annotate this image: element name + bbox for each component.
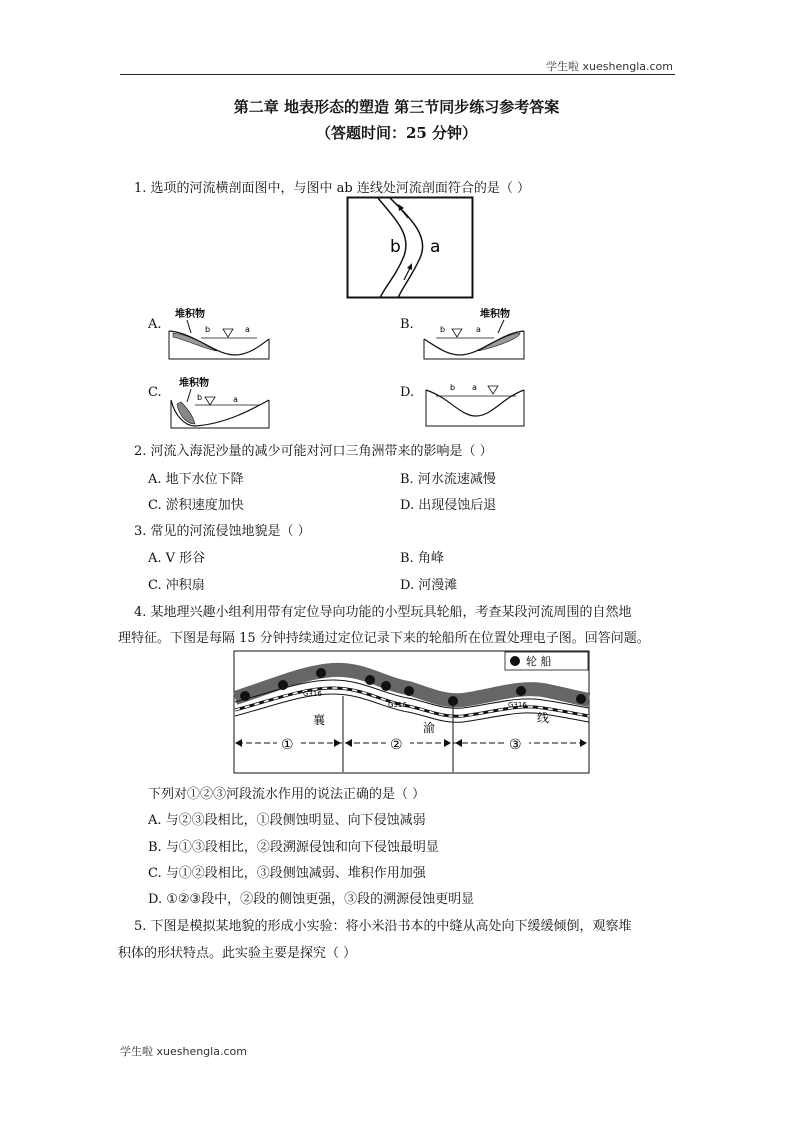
q4-river-figure: [233, 650, 591, 774]
option-a-label-a: a: [245, 325, 250, 334]
option-b-label-b: b: [440, 325, 446, 334]
q2-option-c: C. 淤积速度加快: [148, 498, 244, 513]
railway-label-2: 渝: [423, 721, 436, 735]
q2-stem: 2. 河流入海泥沙量的减少可能对河口三角洲带来的影响是（ ）: [134, 444, 493, 459]
q5-line2: 积体的形状特点。此实验主要是探究（ ）: [118, 946, 357, 961]
q3-option-b: B. 角峰: [400, 551, 444, 566]
ship-position: [448, 696, 458, 706]
segment-label-2: ②: [390, 737, 403, 753]
option-b-label-a: a: [476, 325, 481, 334]
q1-option-d-profile: [420, 374, 530, 432]
ship-position: [381, 681, 391, 691]
ship-position: [365, 675, 375, 685]
ship-position: [516, 686, 526, 696]
ship-position: [278, 680, 288, 690]
page-title: 第二章 地表形态的塑造 第三节同步练习参考答案: [233, 98, 560, 116]
road-label-3: G316: [508, 701, 527, 709]
option-d-label-a: a: [472, 383, 477, 392]
ship-position: [576, 694, 586, 704]
ship-position: [316, 668, 326, 678]
q3-option-a: A. V 形谷: [148, 551, 206, 566]
option-a-label-b: b: [205, 325, 211, 334]
footer-site: 学生啦 xueshengla.com: [120, 1045, 247, 1058]
q1-stem: 1. 选项的河流横剖面图中，与图中 ab 连线处河流剖面符合的是（ ）: [134, 181, 531, 196]
q1-option-c-letter: C.: [148, 385, 162, 400]
header-site: 学生啦 xueshengla.com: [546, 60, 673, 73]
page-subtitle: （答题时间：25 分钟）: [315, 124, 478, 142]
segment-label-3: ③: [509, 737, 522, 753]
q3-option-d: D. 河漫滩: [400, 578, 458, 593]
q1-map-label-a: a: [430, 237, 441, 257]
q1-option-b-letter: B.: [400, 317, 414, 332]
q4-option-b: B. 与①③段相比，②段溯源侵蚀和向下侵蚀最明显: [148, 840, 439, 855]
option-d-label-b: b: [450, 383, 456, 392]
option-a-deposit-label: 堆积物: [175, 309, 205, 320]
q1-option-d-letter: D.: [400, 385, 415, 400]
road-label-1: G316: [303, 690, 322, 698]
q4-option-c: C. 与①②段相比，③段侧蚀减弱、堆积作用加强: [148, 866, 426, 881]
q3-stem: 3. 常见的河流侵蚀地貌是（ ）: [134, 524, 311, 539]
q4-line2: 理特征。下图是每隔 15 分钟持续通过定位记录下来的轮船所在位置处理电子图。回答问题。: [118, 631, 650, 646]
q4-option-a: A. 与②③段相比，①段侧蚀明显、向下侵蚀减弱: [148, 813, 426, 828]
ship-position: [240, 691, 250, 701]
q1-option-c-profile: [165, 372, 275, 432]
q1-option-a-letter: A.: [148, 317, 162, 332]
q2-option-d: D. 出现侵蚀后退: [400, 498, 497, 513]
option-c-label-b: b: [197, 393, 203, 402]
ship-position: [404, 686, 414, 696]
option-c-deposit-label: 堆积物: [179, 378, 209, 389]
q1-map-label-b: b: [390, 237, 401, 257]
legend-ship-icon: [510, 656, 520, 666]
q1-option-b-profile: [420, 305, 530, 363]
header-rule: [120, 74, 675, 75]
q1-river-map: [346, 196, 474, 300]
railway-label-1: 襄: [313, 713, 326, 727]
q4-option-d: D. ①②③段中，②段的侧蚀更强，③段的溯源侵蚀更明显: [148, 892, 475, 907]
segment-label-1: ①: [281, 737, 294, 753]
road-label-2: G316: [388, 701, 407, 709]
q5-line1: 5. 下图是模拟某地貌的形成小实验：将小米沿书本的中缝从高处向下缓缓倾倒，观察堆: [134, 919, 632, 934]
q2-option-a: A. 地下水位下降: [148, 472, 244, 487]
option-b-deposit-label: 堆积物: [480, 309, 510, 320]
q4-sub-stem: 下列对①②③河段流水作用的说法正确的是（ ）: [148, 787, 426, 802]
option-c-label-a: a: [233, 395, 238, 404]
q3-option-c: C. 冲积扇: [148, 578, 205, 593]
q1-option-a-profile: [165, 305, 275, 363]
q2-option-b: B. 河水流速减慢: [400, 472, 496, 487]
legend-label: 轮 船: [526, 655, 552, 668]
railway-label-3: 线: [537, 711, 550, 725]
q4-line1: 4. 某地理兴趣小组利用带有定位导向功能的小型玩具轮船，考查某段河流周围的自然地: [134, 605, 632, 620]
